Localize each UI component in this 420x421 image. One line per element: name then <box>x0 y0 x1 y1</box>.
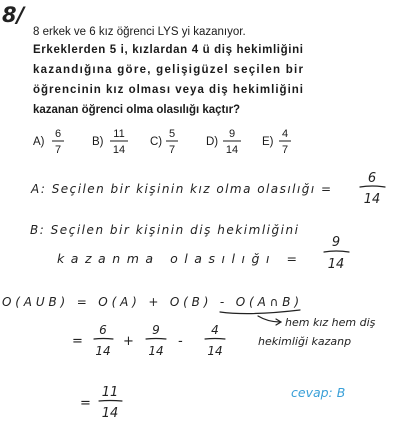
option-e-numerator: 4 <box>281 128 289 140</box>
calc-term-2-denominator: 14 <box>148 344 164 358</box>
event-b-numerator: 9 <box>331 235 341 250</box>
event-a-numerator: 6 <box>367 171 377 186</box>
answer-options <box>33 128 291 156</box>
result-numerator: 11 <box>101 385 119 400</box>
option-a-label: A) <box>33 136 45 148</box>
result-fraction-bar <box>99 401 122 402</box>
union-formula: O(AUB) = O(A) + O(B) - O(A∩B) <box>2 295 299 309</box>
handwritten-solution <box>2 171 385 421</box>
option-b-numerator: 11 <box>113 128 125 140</box>
event-b-fraction-bar <box>324 251 349 252</box>
problem-line-4: öğrencinin kız olması veya diş hekimliğini <box>33 84 303 96</box>
option-c-numerator: 5 <box>168 128 176 140</box>
answer-note: cevap: B <box>291 385 346 400</box>
calc-plus: + <box>123 334 134 349</box>
option-d-denominator: 14 <box>225 144 239 156</box>
event-b-definition-line-1: B: Seçilen bir kişinin diş hekimliğini <box>30 223 299 237</box>
option-b-denominator: 14 <box>112 144 126 156</box>
option-e-denominator: 7 <box>281 144 289 156</box>
option-e[interactable] <box>262 128 291 156</box>
option-d-numerator: 9 <box>228 128 236 140</box>
event-a-definition: A: Seçilen bir kişinin kız olma olasılığı = <box>31 182 331 196</box>
question-number: 8/ <box>2 3 25 27</box>
calc-equals: = <box>72 334 83 349</box>
problem-line-3: kazandığına göre, gelişigüzel seçilen bir <box>33 64 303 76</box>
intersection-note-line-1: hem kız hem diş <box>285 316 376 329</box>
calc-term-2-bar <box>146 339 166 340</box>
problem-line-2: Erkeklerden 5 i, kızlardan 4 ü diş hekimliğini <box>33 44 303 56</box>
event-b-denominator: 14 <box>327 257 345 272</box>
problem-line-5: kazanan öğrenci olma olasılığı kaçtır? <box>33 104 241 116</box>
event-b-definition-line-2: kazanma olasılığı = <box>57 251 297 266</box>
option-c-denominator: 7 <box>168 144 176 156</box>
option-b[interactable] <box>92 128 128 156</box>
option-c[interactable] <box>150 128 178 156</box>
calc-term-1-numerator: 6 <box>99 323 107 337</box>
calc-term-2-numerator: 9 <box>152 323 160 337</box>
option-c-label: C) <box>150 136 163 148</box>
event-a-denominator: 14 <box>363 192 381 207</box>
problem-statement <box>33 26 304 116</box>
option-a-numerator: 6 <box>54 128 62 140</box>
calc-minus: - <box>178 334 183 349</box>
calc-term-3-bar <box>205 339 225 340</box>
option-d-label: D) <box>206 136 219 148</box>
result-equals: = <box>80 396 91 411</box>
calc-term-1-denominator: 14 <box>95 344 111 358</box>
event-a-fraction-bar <box>360 186 385 187</box>
option-d[interactable] <box>206 128 241 156</box>
option-a-denominator: 7 <box>54 144 62 156</box>
result-denominator: 14 <box>101 406 119 421</box>
calc-term-3-numerator: 4 <box>211 323 219 337</box>
option-a[interactable] <box>33 128 64 156</box>
calc-term-3-denominator: 14 <box>207 344 223 358</box>
option-b-label: B) <box>92 136 104 148</box>
option-e-label: E) <box>262 136 274 148</box>
intersection-underline <box>220 310 300 314</box>
calc-term-1-bar <box>94 339 113 340</box>
problem-line-1: 8 erkek ve 6 kız öğrenci LYS yi kazanıyor. <box>33 26 246 38</box>
intersection-note-line-2: hekimliği kazanp <box>258 335 352 348</box>
